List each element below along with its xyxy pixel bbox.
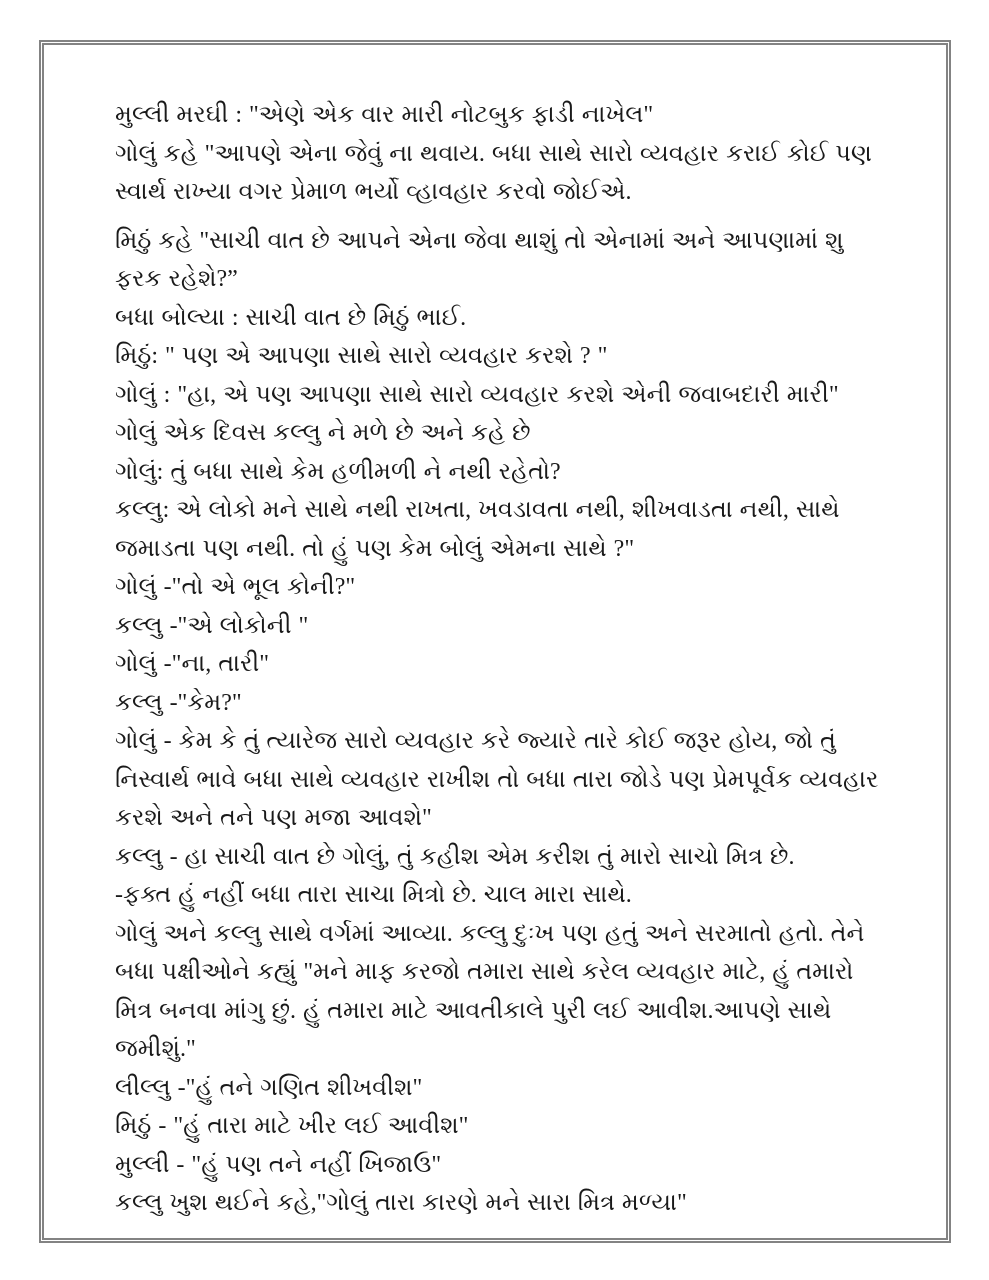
paragraph: ગોલું એક દિવસ કલ્લુ ને મળે છે અને કહે છે xyxy=(115,420,531,446)
paragraph: મુલ્લી મરઘી : "એણે એક વાર મારી નોટબુક ફાડી નાખેલ" xyxy=(115,102,654,128)
paragraph: કલ્લુ: એ લોકો મને સાથે નથી રાખતા, ખવડાવતા નથી, શીખવાડતા નથી, સાથે જમાડતા પણ નથી. તો હું પણ કેમ બોલું એમના સાથે ?" xyxy=(115,497,840,562)
paragraph: ગોલું કહે "આપણે એના જેવું ના થવાય. બધા સાથે સારો વ્યવહાર કરાઈ કોઈ પણ સ્વાર્થ રાખ્યા વગર પ્રેમાળ ભર્યો વ્હાવહાર કરવો જોઈએ. xyxy=(115,140,872,205)
paragraph: ગોલું -"ના, તારી" xyxy=(115,651,270,677)
paragraph: લીલ્લુ -"હું તને ગણિત શીખવીશ" xyxy=(115,1074,423,1101)
paragraph: મિઠું: " પણ એ આપણા સાથે સારો વ્યવહાર કરશે ? " xyxy=(115,343,608,369)
paragraph: મિઠું - "હું તારા માટે ખીર લઈ આવીશ" xyxy=(115,1113,469,1139)
paragraph: ગોલું - કેમ કે તું ત્યારેજ સારો વ્યવહાર કરે જ્યારે તારે કોઈ જરૂર હોય, જો તું નિસ્વાર્થ ભાવે બધા સાથે વ્યવહાર રાખીશ તો બધા તારા જોડે પણ પ્રેમપૂર્વક વ્યવહાર કરશે અને તને પણ મજા આવશે" xyxy=(115,728,879,831)
paragraph: ગોલું: તું બધા સાથે કેમ હળીમળી ને નથી રહેતો? xyxy=(115,458,561,485)
paragraph: મિઠું કહે "સાચી વાત છે આપને એના જેવા થાશું તો એનામાં અને આપણામાં શુ ફરક રહેશે?” xyxy=(115,227,844,292)
paragraph: મુલ્લી - "હું પણ તને નહીં ખિજાઉ" xyxy=(115,1151,442,1178)
paragraph: ગોલું : "હા, એ પણ આપણા સાથે સારો વ્યવહાર કરશે એની જવાબદારી મારી" xyxy=(115,381,839,408)
paragraph: કલ્લુ - હા સાચી વાત છે ગોલું, તું કહીશ એમ કરીશ તું મારો સાચો મિત્ર છે. xyxy=(115,843,795,870)
paragraph: -ફક્ત હું નહીં બધા તારા સાચા મિત્રો છે. ચાલ મારા સાથે. xyxy=(115,882,632,908)
paragraph: બધા બોલ્યા : સાચી વાત છે મિઠું ભાઈ. xyxy=(115,304,467,331)
paragraph: ગોલું અને કલ્લુ સાથે વર્ગમાં આવ્યા. કલ્લુ દુઃખ પણ હતું અને સરમાતો હતો. તેને બધા પક્ષીઓને કહ્યું "મને માફ કરજો તમારા સાથે કરેલ વ્યવહાર માટે, હું તમારો મિત્ર બનવા માંગુ છું. હું તમારા માટે આવતીકાલે પુરી લઈ આવીશ.આપણે સાથે જમીશું." xyxy=(115,920,865,1062)
paragraph: કલ્લુ ખુશ થઈને કહે,"ગોલું તારા કારણે મને સારા મિત્ર મળ્યા" xyxy=(115,1190,687,1216)
paragraph: કલ્લુ -"એ લોકોની " xyxy=(115,612,309,639)
paragraph: ગોલું -"તો એ ભૂલ કોની?" xyxy=(115,574,356,600)
paragraph: કલ્લુ -"કેમ?" xyxy=(115,689,242,716)
text-content xyxy=(115,96,883,1223)
